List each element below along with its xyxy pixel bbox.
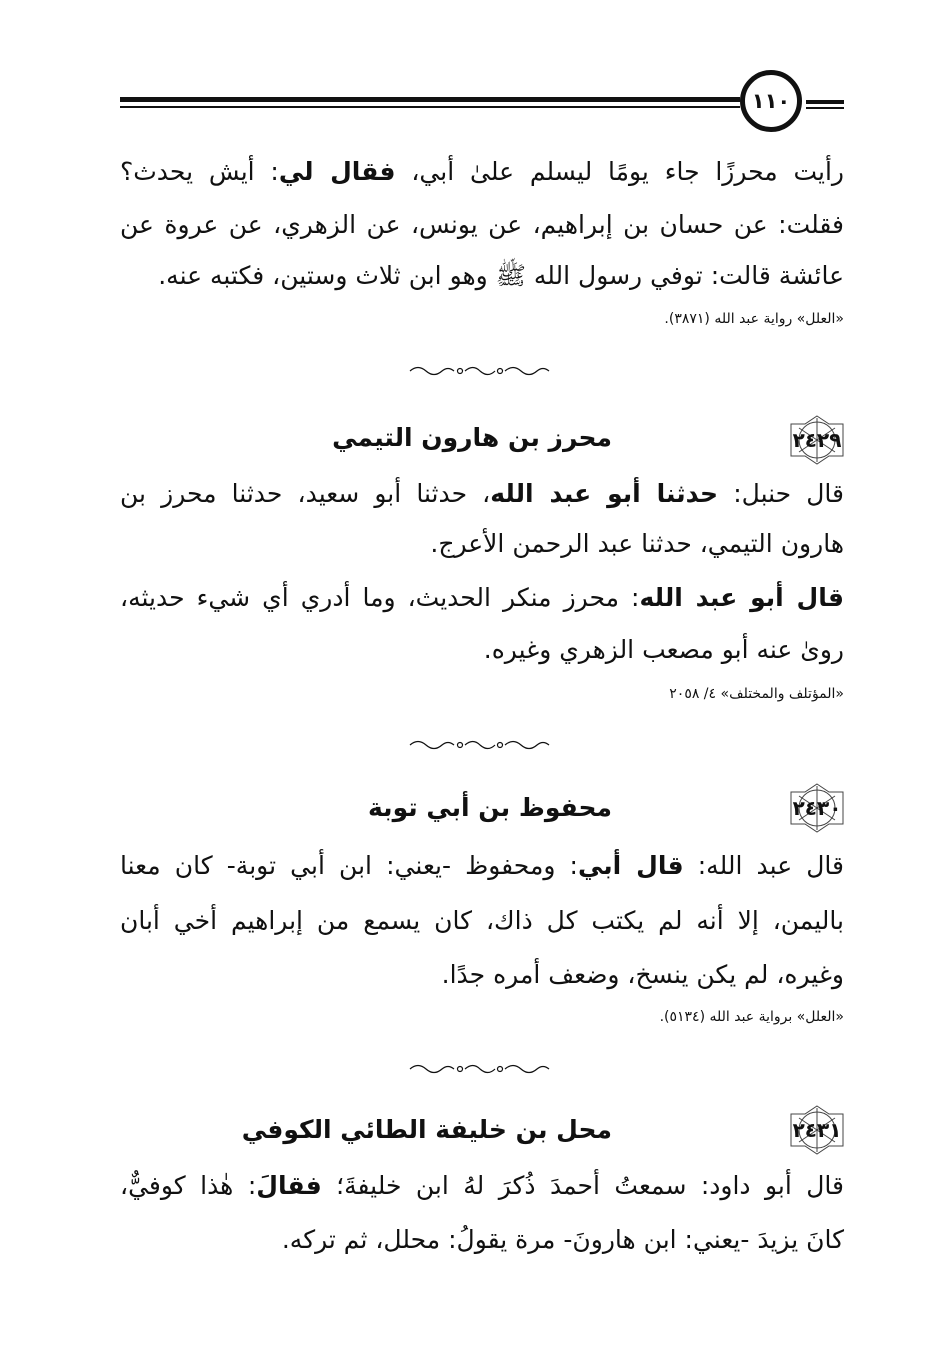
- text-line: باليمن، إلا أنه لم يكتب كل ذاك، كان يسمع من إبراهيم أخي أبان: [120, 906, 844, 935]
- text-line: رأيت محرزًا جاء يومًا ليسلم علىٰ أبي، فقال لي: أيش يحدث؟: [120, 157, 845, 186]
- header-rule-thin: [120, 106, 740, 108]
- text-line: فقلت: عن حسان بن إبراهيم، عن يونس، عن الزهري، عن عروة عن: [120, 210, 844, 239]
- entry-title: محرز بن هارون التيمي: [332, 423, 612, 452]
- text-line: روىٰ عنه أبو مصعب الزهري وغيره.: [483, 635, 844, 664]
- header-rule-right-thin: [806, 107, 844, 109]
- text-line: قال أبو عبد الله: محرز منكر الحديث، وما أدري أي شيء حديثه،: [120, 583, 844, 612]
- source-citation: «العلل» رواية عبد الله (٣٨٧١).: [664, 311, 844, 327]
- ornament-divider: [405, 364, 555, 378]
- text-line: عائشة قالت: توفي رسول الله ﷺ وهو ابن ثلاث وستين، فكتبه عنه.: [158, 261, 844, 290]
- text-line: كانَ يزيدَ -يعني: ابن هارونَ- مرة يقولُ: محلل، ثم تركه.: [281, 1225, 844, 1254]
- entry-title: محفوظ بن أبي توبة: [368, 793, 612, 822]
- ornament-divider: [405, 738, 555, 752]
- header-rule: [120, 97, 740, 102]
- text-line: قال حنبل: حدثنا أبو عبد الله، حدثنا أبو سعيد، حدثنا محرز بن: [120, 479, 844, 508]
- entry-title: محل بن خليفة الطائي الكوفي: [241, 1115, 612, 1144]
- entry-number: ٢٤٣١: [792, 1118, 842, 1142]
- text-line: هارون التيمي، حدثنا عبد الرحمن الأعرج.: [430, 529, 844, 558]
- entry-number: ٢٤٣٠: [792, 796, 842, 820]
- text-line: قال أبو داود: سمعتُ أحمدَ ذُكرَ لهُ ابن خليفةَ؛ فقالَ: هٰذا كوفيٌّ،: [120, 1171, 844, 1200]
- source-citation: «المؤتلف والمختلف» ٤/ ٢٠٥٨: [669, 686, 844, 702]
- entry-number: ٢٤٢٩: [792, 428, 842, 452]
- source-citation: «العلل» برواية عبد الله (٥١٣٤).: [659, 1009, 844, 1025]
- page-number: ١١٠: [740, 70, 802, 132]
- ornament-divider: [405, 1062, 555, 1076]
- text-line: وغيره، لم يكن ينسخ، وضعف أمره جدًا.: [441, 960, 844, 989]
- header-rule-right: [806, 100, 844, 104]
- text-line: قال عبد الله: قال أبي: ومحفوظ -يعني: ابن أبي توبة- كان معنا: [120, 851, 845, 880]
